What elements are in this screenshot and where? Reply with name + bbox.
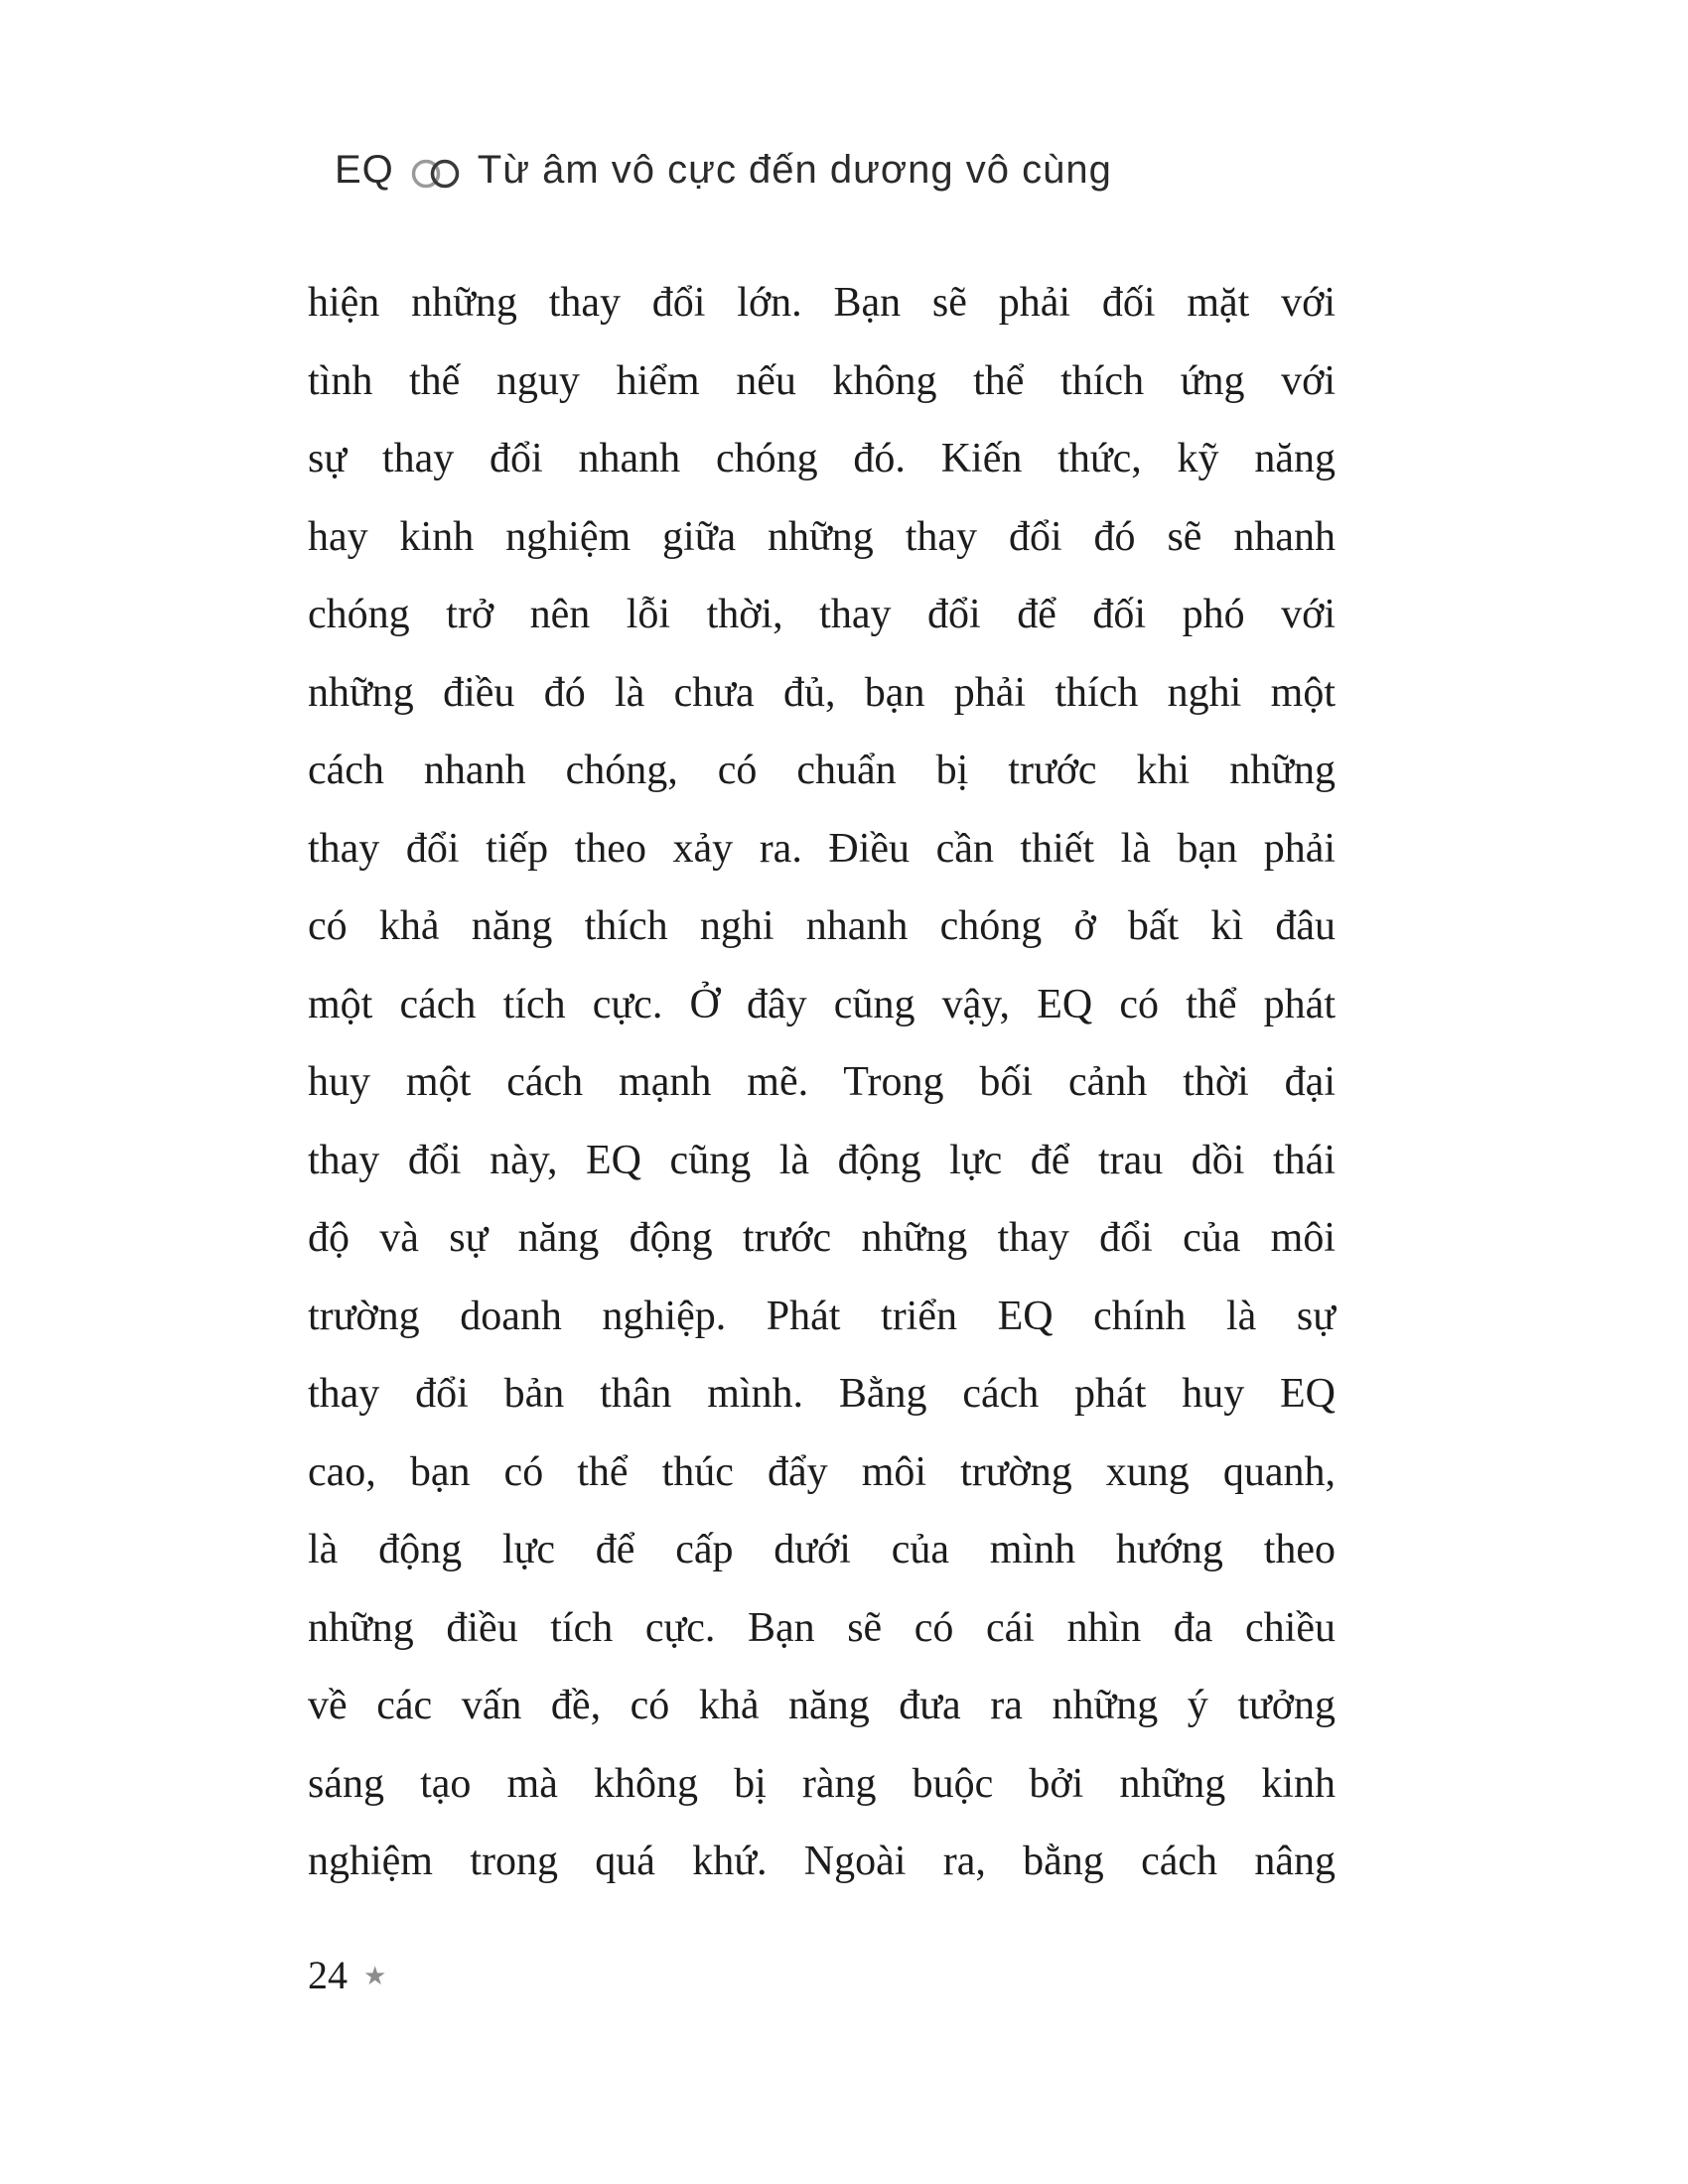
page-number: 24 xyxy=(308,1953,348,1997)
body-line: cao, bạn có thể thúc đẩy môi trường xung quanh, xyxy=(308,1448,1336,1495)
body-line: độ và sự năng động trước những thay đổi của môi xyxy=(308,1215,1336,1261)
running-head xyxy=(335,145,1112,195)
body-line: tình thế nguy hiểm nếu không thể thích ứng với xyxy=(308,357,1336,404)
body-line: thay đổi tiếp theo xảy ra. Điều cần thiết là bạn phải xyxy=(308,825,1336,872)
body-line: về các vấn đề, có khả năng đưa ra những ý tưởng xyxy=(308,1683,1336,1728)
header-title: Từ âm vô cực đến dương vô cùng xyxy=(477,148,1112,192)
body-line: những điều đó là chưa đủ, bạn phải thích nghi một xyxy=(308,669,1336,716)
body-line: là động lực để cấp dưới của mình hướng theo xyxy=(308,1527,1336,1572)
body-line: huy một cách mạnh mẽ. Trong bối cảnh thời đại xyxy=(308,1059,1336,1105)
header-book-code: EQ xyxy=(335,148,394,192)
body-line: sự thay đổi nhanh chóng đó. Kiến thức, kỹ năng xyxy=(308,436,1336,481)
body-line: thay đổi này, EQ cũng là động lực để trau dồi thái xyxy=(308,1137,1336,1183)
body-line: chóng trở nên lỗi thời, thay đổi để đối phó với xyxy=(308,592,1336,637)
body-line: những điều tích cực. Bạn sẽ có cái nhìn đa chiều xyxy=(308,1604,1336,1651)
body-line: sáng tạo mà không bị ràng buộc bởi những kinh xyxy=(308,1760,1336,1807)
body-line: thay đổi bản thân mình. Bằng cách phát huy EQ xyxy=(308,1371,1336,1417)
infinity-icon xyxy=(410,153,462,187)
star-icon: ★ xyxy=(363,1962,387,1991)
body-line: hay kinh nghiệm giữa những thay đổi đó sẽ nhanh xyxy=(308,513,1336,560)
page-footer xyxy=(308,1952,386,1999)
body-line: có khả năng thích nghi nhanh chóng ở bất kì đâu xyxy=(308,903,1336,949)
body-line: hiện những thay đổi lớn. Bạn sẽ phải đối mặt với xyxy=(308,280,1336,326)
body-line: nghiệm trong quá khứ. Ngoài ra, bằng cách nâng xyxy=(308,1839,1336,1884)
body-line: trường doanh nghiệp. Phát triển EQ chính là sự xyxy=(308,1293,1336,1339)
body-line: cách nhanh chóng, có chuẩn bị trước khi những xyxy=(308,748,1336,793)
body-line: một cách tích cực. Ở đây cũng vậy, EQ có thể phát xyxy=(308,981,1336,1027)
paragraph-block xyxy=(308,264,1336,1901)
